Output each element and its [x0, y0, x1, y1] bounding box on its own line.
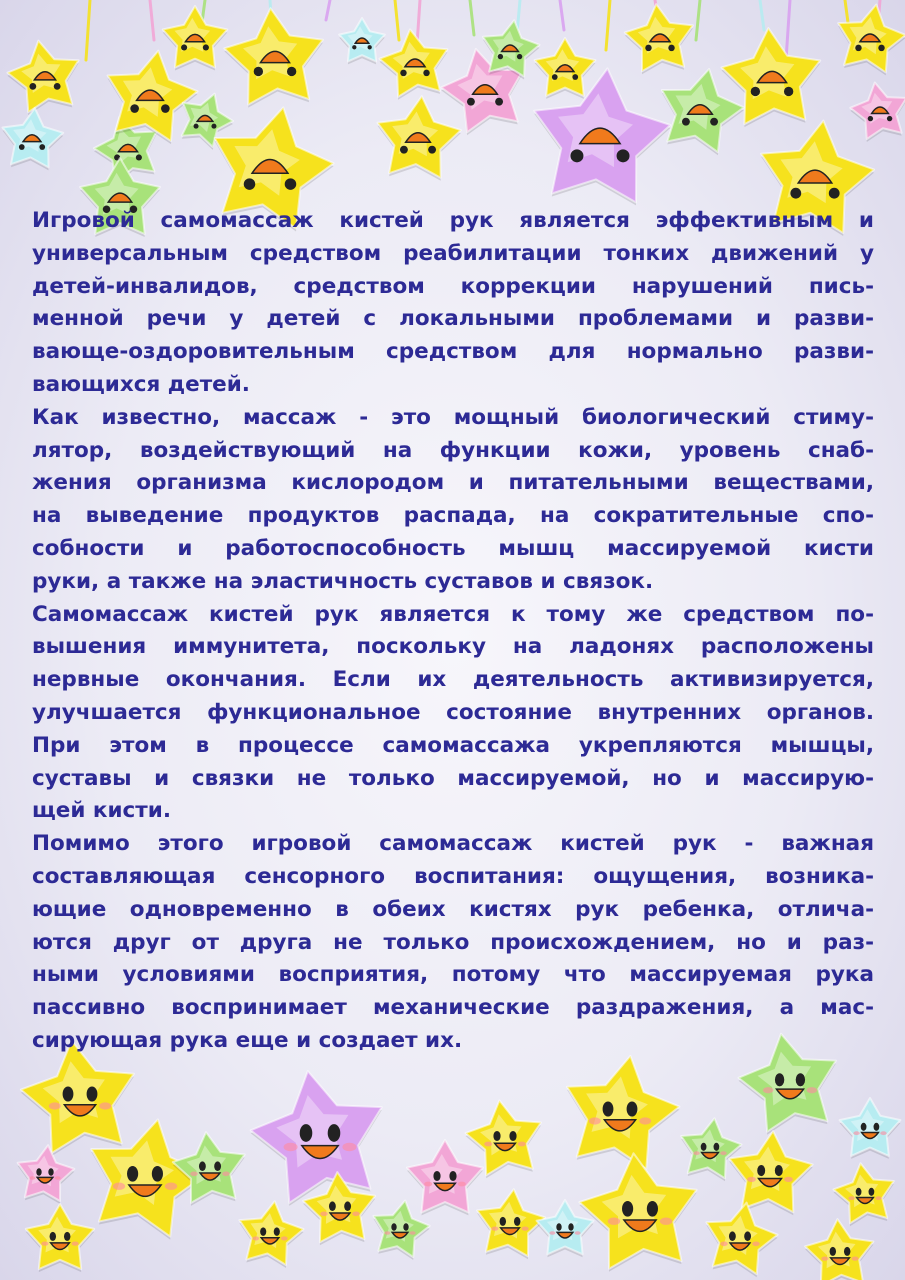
star-characters-top: [3, 4, 905, 237]
star-character: [224, 8, 323, 107]
string: [560, 0, 564, 30]
star-character: [251, 1071, 382, 1206]
string: [696, 0, 700, 40]
text-line: детей-инвалидов, средством коррекции нарушений пись-: [32, 273, 874, 299]
star-character: [681, 1118, 741, 1181]
star-character: [26, 1204, 94, 1272]
star-character: [3, 108, 64, 170]
star-character: [378, 96, 461, 181]
text-line: Помимо этого игровой самомассаж кистей рук - важная: [32, 831, 874, 857]
star-character: [579, 1153, 696, 1271]
star-character: [380, 29, 448, 99]
star-character: [535, 38, 596, 99]
text-line: собности и работоспособность мышц массируемой кисти: [32, 535, 874, 561]
text-line: Игровой самомассаж кистей рук является эффективным и: [32, 208, 874, 233]
text-line: ными условиями восприятия, потому что массируемая рука: [32, 962, 874, 988]
star-character: [834, 1163, 894, 1226]
text-line: вающихся детей.: [32, 371, 250, 397]
string: [395, 0, 399, 40]
star-character: [805, 1219, 873, 1280]
text-line: ются друг от друга не только происхождением, но и раз-: [32, 929, 874, 955]
text-line: составляющая сенсорного воспитания: ощущения, возника-: [32, 863, 874, 889]
paragraph-4: [32, 828, 874, 1058]
text-line: менной речи у детей с локальными проблемами и разви-: [32, 306, 874, 332]
star-character: [163, 6, 228, 71]
paragraph-3: [32, 599, 874, 829]
text-line: улучшается функциональное состояние внутренних органов.: [32, 699, 874, 725]
star-character: [840, 1098, 901, 1159]
text-line: жения организма кислородом и питательными веществами,: [32, 470, 874, 496]
text-line: вающе-оздоровительным средством для нормально разви-: [32, 339, 874, 365]
text-line: нервные окончания. Если их деятельность активизируется,: [32, 667, 874, 693]
text-line: Как известно, массаж - это мощный биологический стиму-: [32, 404, 874, 430]
string: [86, 0, 90, 60]
star-character: [407, 1140, 483, 1215]
string: [786, 0, 790, 60]
star-character: [477, 1189, 545, 1259]
text-line: ющие одновременно в обеих кистях рук ребенка, отлича-: [32, 896, 874, 922]
text-line: сирующая рука еще и создает их.: [32, 1027, 463, 1053]
star-characters-bottom: [18, 1034, 901, 1280]
star-character: [850, 83, 905, 143]
star-character: [339, 18, 385, 64]
text-line: универсальным средством реабилитации тонких движений у: [32, 240, 874, 266]
text-line: вышения иммунитета, поскольку на ладонях расположены: [32, 634, 874, 660]
star-character: [567, 1056, 679, 1172]
star-character: [21, 1041, 134, 1156]
string: [150, 0, 154, 40]
text-line: руки, а также на эластичность суставов и связок.: [32, 568, 654, 594]
star-character: [662, 69, 744, 155]
text-line: суставы и связки не только массируемой, но и массирую-: [32, 765, 874, 791]
text-line: на выведение продуктов распада, на сократительные спо-: [32, 503, 874, 529]
article-text: [32, 205, 874, 1058]
text-line: Самомассаж кистей рук является к тому же средством по-: [32, 601, 874, 627]
star-character: [625, 4, 693, 74]
star-character: [7, 41, 78, 116]
string: [470, 0, 474, 35]
star-character: [483, 20, 540, 79]
string: [326, 0, 330, 20]
paragraph-1: [32, 205, 874, 402]
text-line: При этом в процессе самомассажа укрепляются мышцы,: [32, 732, 874, 758]
paragraph-2: [32, 402, 874, 599]
star-character: [173, 1132, 245, 1206]
star-character: [706, 1203, 777, 1278]
star-character: [18, 1145, 75, 1204]
text-line: пассивно воспринимает механические раздражения, а мас-: [32, 995, 874, 1021]
string: [760, 0, 764, 30]
text-line: щей кисти.: [32, 798, 171, 824]
star-character: [239, 1201, 303, 1268]
string: [606, 0, 610, 50]
text-line: лятор, воздействующий на функции кожи, уровень снаб-: [32, 437, 874, 463]
